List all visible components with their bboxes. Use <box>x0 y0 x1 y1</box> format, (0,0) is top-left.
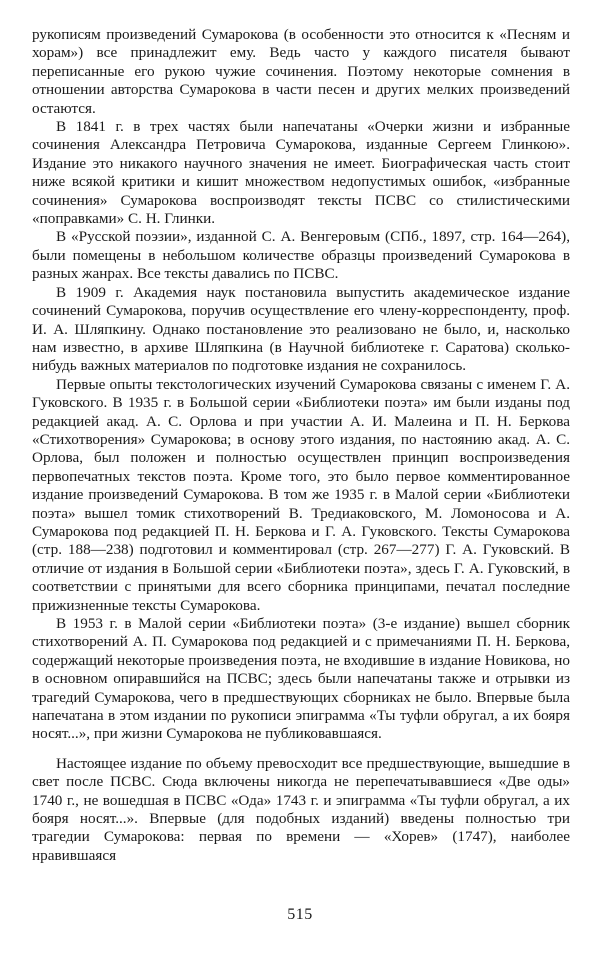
paragraph-4: В 1909 г. Академия наук постановила выпустить академическое издание сочинений Сумарокова, поручив осуществление его члену-корреспонденту, проф. И. А. Шляпкину. Однако постановление это реализовано не было, и, насколько нам известно, в архиве Шляпкина (в Научной библиотеке г. Саратова) сколько-нибудь важных материалов по подготовке издания не сохранилось. <box>32 283 570 375</box>
paragraph-6: В 1953 г. в Малой серии «Библиотеки поэта» (3-е издание) вышел сборник стихотворений А. П. Сумарокова под редакцией и с примечаниями П. Н. Беркова, содержащий некоторые произведения поэта, не входившие в издание Новикова, но в основном опиравшийся на ПСВС; здесь были напечатаны также и отрывки из трагедий Сумарокова, чего в предшествующих сборниках не было. Впервые была напечатана в этом издании по рукописи эпиграмма «Ты туфли обругал, а их бояря носят...», при жизни Сумарокова не публиковавшаяся. <box>32 615 570 743</box>
paragraph-1: рукописям произведений Сумарокова (в особенности это относится к «Песням и хорам») все принадлежит ему. Ведь часто у каждого писателя бывают переписанные его рукою чужие сочинения. Поэтому некоторые сомнения в отношении авторства Сумарокова в части песен и других мелких произведений остаются. <box>32 26 570 117</box>
paragraph-7: Настоящее издание по объему превосходит все предшествующие, вышедшие в свет после ПСВС. Сюда включены никогда не перепечатывавшиеся «Две оды» 1740 г., не вошедшая в ПСВС «Ода» 1743 г. и эпиграмма «Ты туфли обругал, а их бояря носят...». Впервые (для подобных изданий) введены полностью три трагедии Сумарокова: первая по времени — «Хорев» (1747), наиболее нравившаяся <box>32 754 570 864</box>
page-number: 515 <box>287 906 313 923</box>
paragraph-2: В 1841 г. в трех частях были напечатаны «Очерки жизни и избранные сочинения Александра Петровича Сумарокова, изданные Сергеем Глинкою». Издание это никакого научного значения не имеет. Биографическая часть стоит ниже всякой критики и кишит множеством недопустимых ошибок, «избранные сочинения» Сумарокова воспроизводят тексты ПСВС со стилистическими «поправками» С. Н. Глинки. <box>32 118 570 228</box>
paragraph-5: Первые опыты текстологических изучений Сумарокова связаны с именем Г. А. Гуковского. В 1935 г. в Большой серии «Библиотеки поэта» им были изданы под редакцией акад. А. С. Орлова и при участии А. И. Малеина и П. Н. Беркова «Стихотворения» Сумарокова; в основу этого издания, по настоянию акад. А. С. Орлова, был положен и полностью осуществлен принцип воспроизведения первопечатных текстов поэта. Кроме того, это было первое комментированное издание произведений Сумарокова. В том же 1935 г. в Малой серии «Библиотеки поэта» вышел томик стихотворений В. Тредиаковского, М. Ломоносова и А. Сумарокова под редакцией П. Н. Беркова и Г. А. Гуковского. Тексты Сумарокова (стр. 188—238) подготовил и комментировал (стр. 267—277) Г. А. Гуковский. В отличие от издания в Большой серии «Библиотеки поэта», здесь Г. А. Гуковский, в соответствии с принятыми для всего сборника принципами, печатал последние прижизненные тексты Сумарокова. <box>32 375 570 614</box>
paragraph-3: В «Русской поэзии», изданной С. А. Венгеровым (СПб., 1897, стр. 164—264), были помещены в небольшом количестве образцы произведений Сумарокова в разных жанрах. Все тексты давались по ПСВС. <box>32 228 570 283</box>
